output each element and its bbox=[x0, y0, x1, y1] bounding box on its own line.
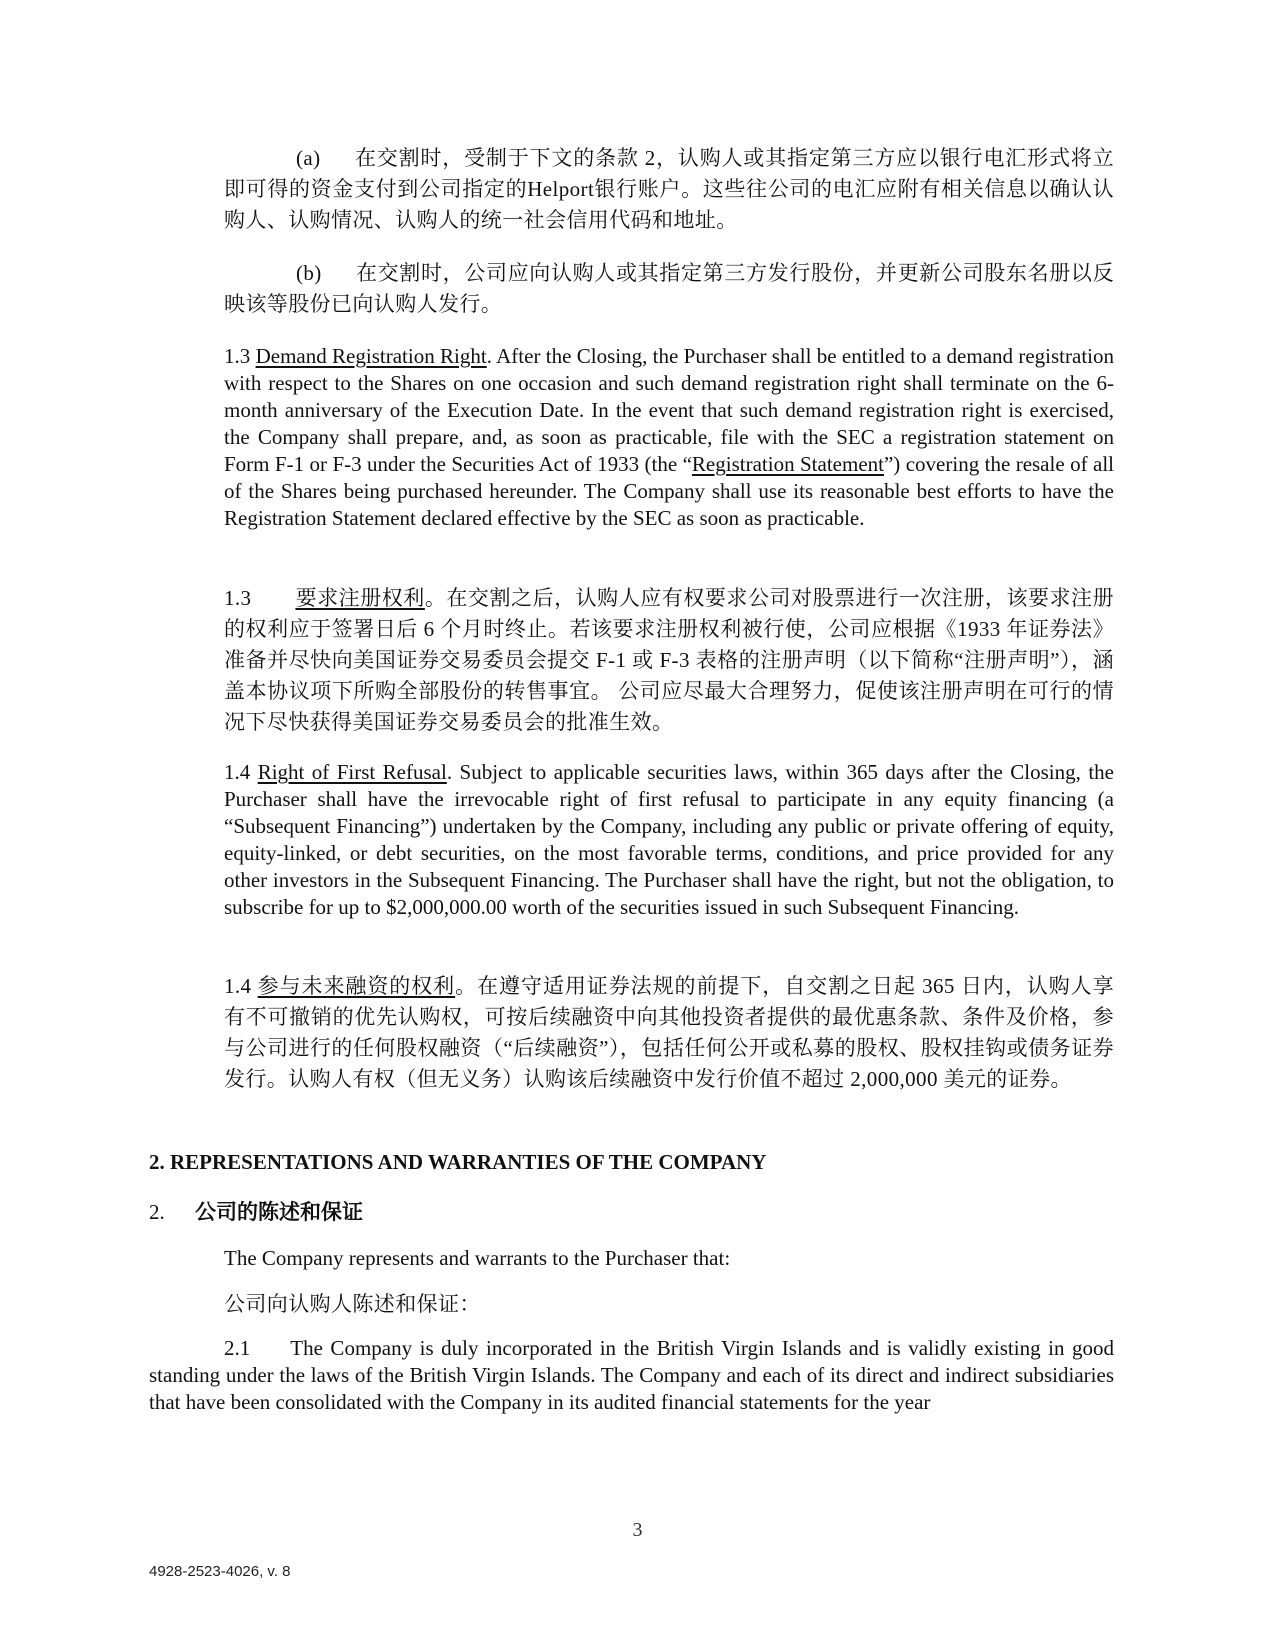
section-1-3-en-title: Demand Registration Right bbox=[255, 344, 487, 368]
section-1-3-zh-title: 要求注册权利 bbox=[295, 586, 425, 610]
section-1-4-en bbox=[224, 759, 1114, 921]
paragraph-a-label: (a) bbox=[296, 146, 321, 170]
section-1-4-zh-text: 。在遵守适用证券法规的前提下，自交割之日起 365 日内，认购人享有不可撤销的优先认购权，可按后续融资中向其他投资者提供的最优惠条款、条件及价格，参与公司进行的任何股权融资（“后续融资”），包括任何公开或私募的股权、股权挂钩或债务证券发行。认购人有权（但无义务）认购该后续融资中发行价值不超过 2,000,000 美元的证券。 bbox=[224, 974, 1114, 1091]
section-1-3-en-number: 1.3 bbox=[224, 344, 251, 368]
section-1-4-en-number: 1.4 bbox=[224, 760, 251, 784]
section-2-title-zh: 公司的陈述和保证 bbox=[195, 1200, 363, 1224]
section-1-4-zh bbox=[224, 971, 1114, 1095]
section-1-3-en-text-1: . After the Closing, the Purchaser shall be entitled to a demand registration with respect to the Shares on one occasion and such demand registration right shall terminate on the 6-month anniversary of the Execution Date. In the event that such demand registration right is exercised, the Company shall prepare, and, as soon as practicable, file with the SEC a registration statement on Form F-1 or F-3 under the Securities Act of 1933 (the “ bbox=[224, 344, 1114, 476]
paragraph-a-text: 在交割时，受制于下文的条款 2，认购人或其指定第三方应以银行电汇形式将立即可得的资金支付到公司指定的Helport银行账户。这些往公司的电汇应附有相关信息以确认认购人、认购情况、认购人的统一社会信用代码和地址。 bbox=[224, 146, 1114, 232]
section-1-3-zh bbox=[224, 583, 1114, 738]
paragraph-b-text: 在交割时，公司应向认购人或其指定第三方发行股份，并更新公司股东名册以反映该等股份已向认购人发行。 bbox=[224, 261, 1114, 316]
section-1-3-en bbox=[224, 343, 1114, 532]
section-2-intro-en: The Company represents and warrants to the Purchaser that: bbox=[224, 1246, 731, 1270]
document-id: 4928-2523-4026, v. 8 bbox=[149, 1563, 291, 1580]
paragraph-b-zh bbox=[224, 258, 1114, 320]
section-2-1-text: The Company is duly incorporated in the British Virgin Islands and is validly existing in good standing under the laws of the British Virgin Islands. The Company and each of its direct and indirect subsidiaries that have been consolidated with the Company in its audited financial statements for the year bbox=[149, 1336, 1114, 1414]
section-1-4-en-title: Right of First Refusal bbox=[257, 760, 447, 784]
section-2-1 bbox=[149, 1335, 1114, 1416]
page-number: 3 bbox=[632, 1519, 643, 1541]
section-2-intro-zh: 公司向认购人陈述和保证： bbox=[224, 1292, 481, 1316]
section-2-1-number: 2.1 bbox=[224, 1336, 251, 1360]
section-2-number-zh: 2. bbox=[149, 1200, 165, 1224]
paragraph-a-zh bbox=[224, 143, 1114, 236]
section-1-3-zh-text: 。在交割之后，认购人应有权要求公司对股票进行一次注册，该要求注册的权利应于签署日后 6 个月时终止。若该要求注册权利被行使，公司应根据《1933 年证券法》准备并尽快向美国证券交易委员会提交 F-1 或 F-3 表格的注册声明（以下简称“注册声明”），涵盖本协议项下所购全部股份的转售事宜。 公司应尽最大合理努力，促使该注册声明在可行的情况下尽快获得美国证券交易委员会的批准生效。 bbox=[224, 586, 1114, 734]
section-1-4-en-text: . Subject to applicable securities laws, within 365 days after the Closing, the Purchaser shall have the irrevocable right of first refusal to participate in any equity financing (a “Subsequent Financing”) undertaken by the Company, including any public or private offering of equity, equity-linked, or debt securities, on the most favorable terms, conditions, and price provided for any other investors in the Subsequent Financing. The Purchaser shall have the right, but not the obligation, to subscribe for up to $2,000,000.00 worth of the securities issued in such Subsequent Financing. bbox=[224, 760, 1114, 919]
section-1-3-zh-number: 1.3 bbox=[224, 586, 252, 610]
section-1-4-zh-title: 参与未来融资的权利 bbox=[257, 974, 456, 998]
defined-term-registration-statement: Registration Statement bbox=[691, 452, 884, 476]
section-1-4-zh-number: 1.4 bbox=[224, 974, 252, 998]
section-1-3-en-text-2: ”) covering the resale of all of the Shares being purchased hereunder. The Company shall use its reasonable best efforts to have the Registration Statement declared effective by the SEC as soon as practicable. bbox=[224, 452, 1114, 530]
paragraph-b-label: (b) bbox=[296, 261, 322, 285]
section-2-heading-zh bbox=[149, 1199, 363, 1226]
section-2-heading-en: 2. REPRESENTATIONS AND WARRANTIES OF THE COMPANY bbox=[149, 1150, 767, 1174]
